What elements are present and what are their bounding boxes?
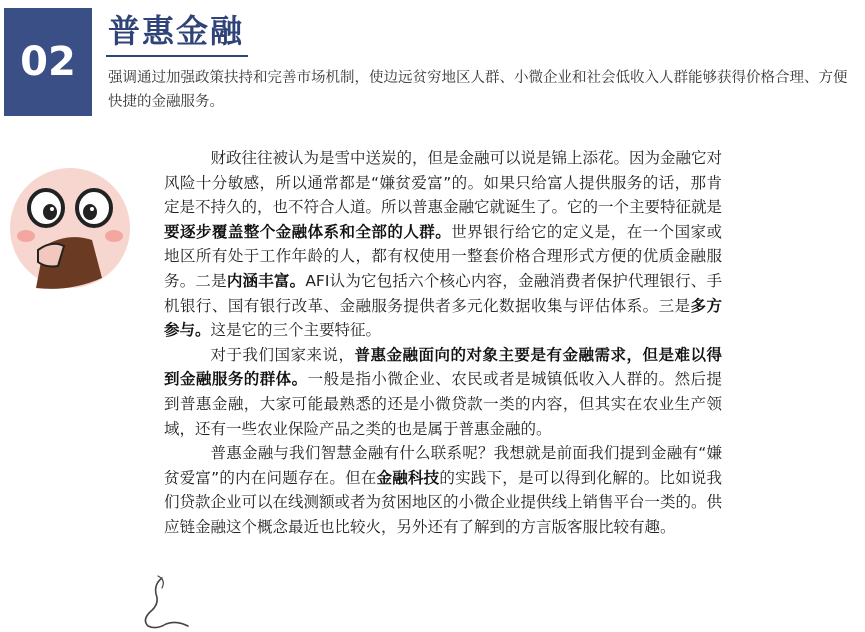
section-number: 02 bbox=[20, 39, 76, 85]
highlight-target-group: 普惠金融面向的对象主要是有金融需求，但是难以得到金融服务的群体。 bbox=[164, 345, 722, 389]
highlight-fintech: 金融科技 bbox=[376, 468, 440, 487]
section-title: 普惠金融 bbox=[108, 12, 245, 50]
highlight-participation: 多方参与。 bbox=[164, 296, 722, 340]
paragraph-1: 财政往往被认为是雪中送炭的，但是金融可以说是锦上添花。因为金融它对风险十分敏感，所以通常都是“嫌贫爱富”的。如果只给富人提供服务的话，那肯定是不持久的，也不符合人道。所以普惠金融它就诞生了。它的一个主要特征就是要逐步覆盖整个金融体系和全部的人群。世界银行给它的定义是，在一个国家或地区所有处于工作年龄的人，都有权使用一整套价格合理形式方便的优质金融服务。二是内涵丰富。AFI认为它包括六个核心内容，金融消费者保护代理银行、手机银行、国有银行改革、金融服务提供者多元化数据收集与评估体系。三是多方参与。这是它的三个主要特征。 bbox=[164, 149, 723, 340]
cartoon-face-icon bbox=[8, 166, 132, 290]
pen-scribble-icon bbox=[132, 574, 192, 632]
paragraph-3: 普惠金融与我们智慧金融有什么联系呢？我想就是前面我们提到金融有“嫌贫爱富”的内在问题存在。但在金融科技的实践下，是可以得到化解的。比如说我们贷款企业可以在线测额或者为贫困地区的小微企业提供线上销售平台一类的。供应链金融这个概念最近也比较火，另外还有了解到的方言版客服比较有趣。 bbox=[164, 444, 723, 536]
title-underline bbox=[106, 55, 248, 57]
highlight-content: 内涵丰富。 bbox=[226, 271, 306, 290]
paragraph-2: 对于我们国家来说，普惠金融面向的对象主要是有金融需求，但是难以得到金融服务的群体。一般是指小微企业、农民或者是城镇低收入人群的。然后提到普惠金融，大家可能最熟悉的还是小微贷款一类的内容，但其实在农业生产领域，还有一些农业保险产品之类的也是属于普惠金融的。 bbox=[164, 345, 722, 438]
highlight-coverage: 要逐步覆盖整个金融体系和全部的人群。 bbox=[164, 222, 452, 241]
article-body bbox=[164, 146, 722, 540]
section-number-box bbox=[4, 8, 92, 116]
section-subtitle: 强调通过加强政策扶持和完善市场机制，使边远贫穷地区人群、小微企业和社会低收入人群能够获得价格合理、方便快捷的金融服务。 bbox=[108, 70, 848, 110]
